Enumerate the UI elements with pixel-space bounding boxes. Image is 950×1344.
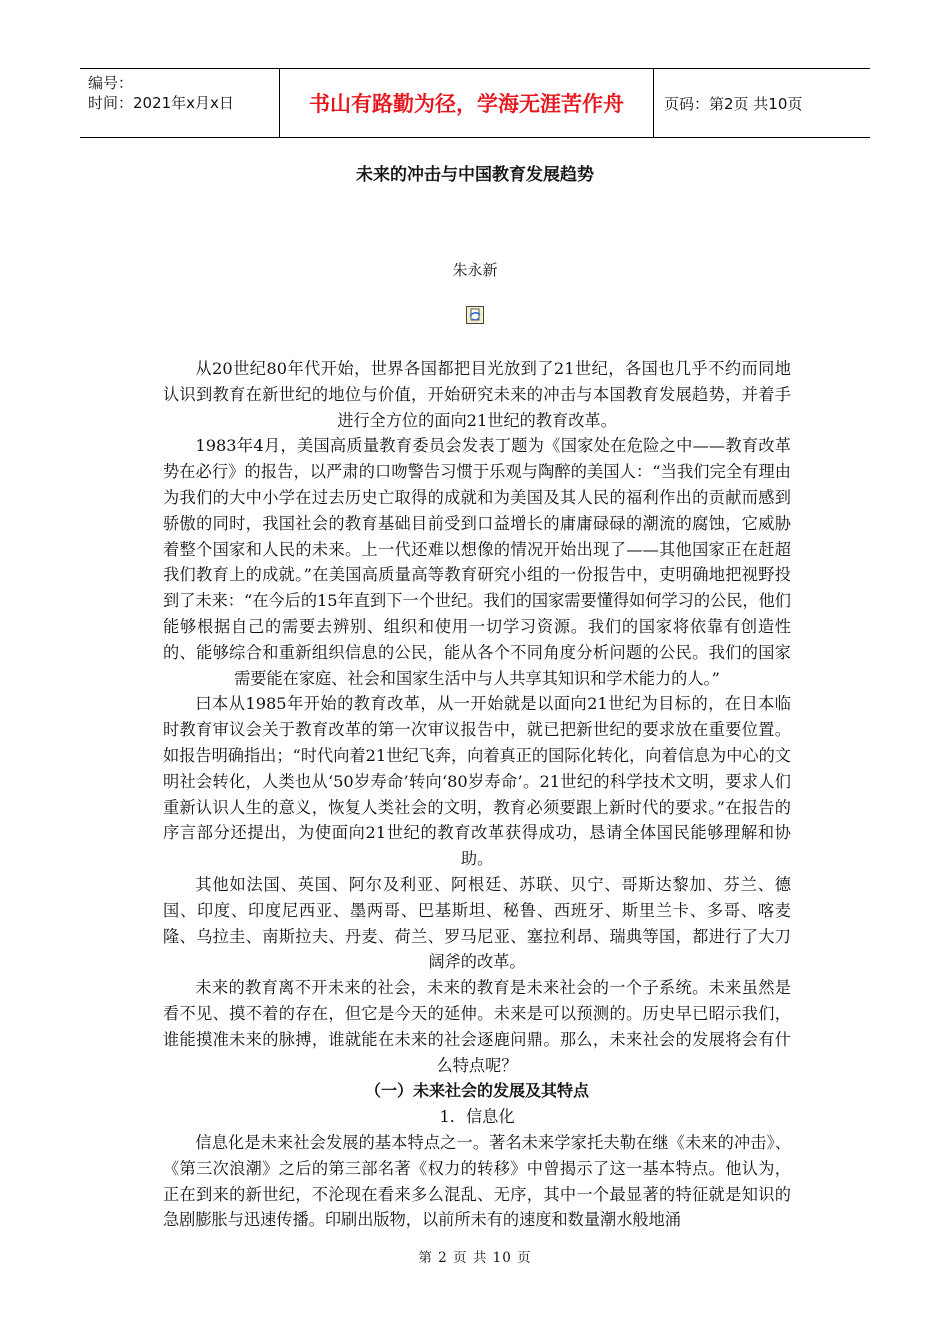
- document-author: 朱永新: [452, 261, 498, 279]
- document-time-label: 时间：2021年x月x日: [88, 94, 234, 112]
- paragraph: 曰本从1985年开始的教育改革，从一开始就是以面向21世纪为目标的，在日本临时教育审议会关于教育改革的第一次审议报告中，就已把新世纪的要求放在重要位置。如报告明确指出；“时代向着21世纪飞奔，向着真正的国际化转化，向着信息为中心的文明社会转化，人类也从‘50岁寿命’转向‘80岁寿命’。21世纪的科学技术文明，要求人们重新认识人生的意义，恢复人类社会的文明，教育必须要跟上新时代的要求。”在报告的序言部分还提出，为使面向21世纪的教育改革获得成功，恳请全体国民能够理解和协助。: [163, 694, 791, 869]
- section-heading: （一）未来社会的发展及其特点: [364, 1081, 589, 1101]
- page-header: [80, 68, 870, 138]
- page-footer: 第 2 页 共 10 页: [418, 1250, 532, 1266]
- header-motto-cell: [280, 69, 654, 137]
- header-meta: [80, 69, 280, 137]
- paragraph: 信息化是未来社会发展的基本特点之一。著名未来学家托夫勒在继《未来的冲击》、《第三次浪潮》之后的第三部名著《权力的转移》中曾揭示了这一基本特点。他认为，正在到来的新世纪，不沦现在看来多么混乱、无序，其中一个最显著的特征就是知识的急剧膨胀与迅速传播。印刷出版物，以前所未有的速度和数量潮水般地涌: [163, 1132, 791, 1230]
- paragraph: 未来的教育离不开未来的社会，未来的教育是未来社会的一个子系统。未来虽然是看不见、摸不着的存在，但它是今天的延伸。未来是可以预测的。历史早已昭示我们，谁能摸准未来的脉搏，谁就能在未来的社会逐鹿问鼎。那么，未来社会的发展将会有什么特点呢？: [163, 978, 791, 1075]
- header-motto: 书山有路勤为径，学海无涯苦作舟: [309, 92, 624, 116]
- header-page-info: 页码：第2页 共10页: [664, 94, 803, 113]
- document-icon[interactable]: [466, 306, 484, 324]
- document-number-label: 编号：: [88, 74, 134, 92]
- paragraph: 从20世纪80年代开始，世界各国都把目光放到了21世纪，各国也几乎不约而同地认识到教育在新世纪的地位与价值，开始研究未来的冲击与本国教育发展趋势，并着手进行全方位的面向21世纪的教育改革。: [163, 359, 791, 430]
- paragraph: 1983年4月，美国高质量教育委员会发表丁题为《国家处在危险之中——教育改革势在必行》的报告，以严肃的口吻警告习惯于乐观与陶醉的美国人：“当我们完全有理由为我们的大中小学在过去历史亡取得的成就和为美国及其人民的福利作出的贡献而感到骄傲的同时，我国社会的教育基础目前受到口益增长的庸庸碌碌的潮流的腐蚀，它威胁着整个国家和人民的未来。上一代还难以想像的情况开始出现了——其他国家正在赶超我们教育上的成就。”在美国高质量高等教育研究小组的一份报告中，吏明确地把视野投到了未来：“在今后的15年直到下一个世纪。我们的国家需要懂得如何学习的公民，他们能够根据自己的需要去辨别、组织和使用一切学习资源。我们的国家将依靠有创造性的、能够综合和重新组织信息的公民，能从各个不同角度分析问题的公民。我们的国家需要能在家庭、社会和国家生活中与人共享其知识和学术能力的人。”: [163, 436, 791, 688]
- subsection-heading: 1．信息化: [439, 1107, 515, 1127]
- paragraph: 其他如法国、英国、阿尔及利亚、阿根廷、苏联、贝宁、哥斯达黎加、芬兰、德国、印度、印度尼西亚、墨两哥、巴基斯坦、秘鲁、西班牙、斯里兰卡、多哥、喀麦隆、乌拉圭、南斯拉夫、丹麦、荷兰、罗马尼亚、塞拉利昂、瑞典等国，都进行了大刀阔斧的改革。: [163, 874, 791, 972]
- document-title: 未来的冲击与中国教育发展趋势: [356, 165, 594, 185]
- document-body: [163, 356, 791, 1233]
